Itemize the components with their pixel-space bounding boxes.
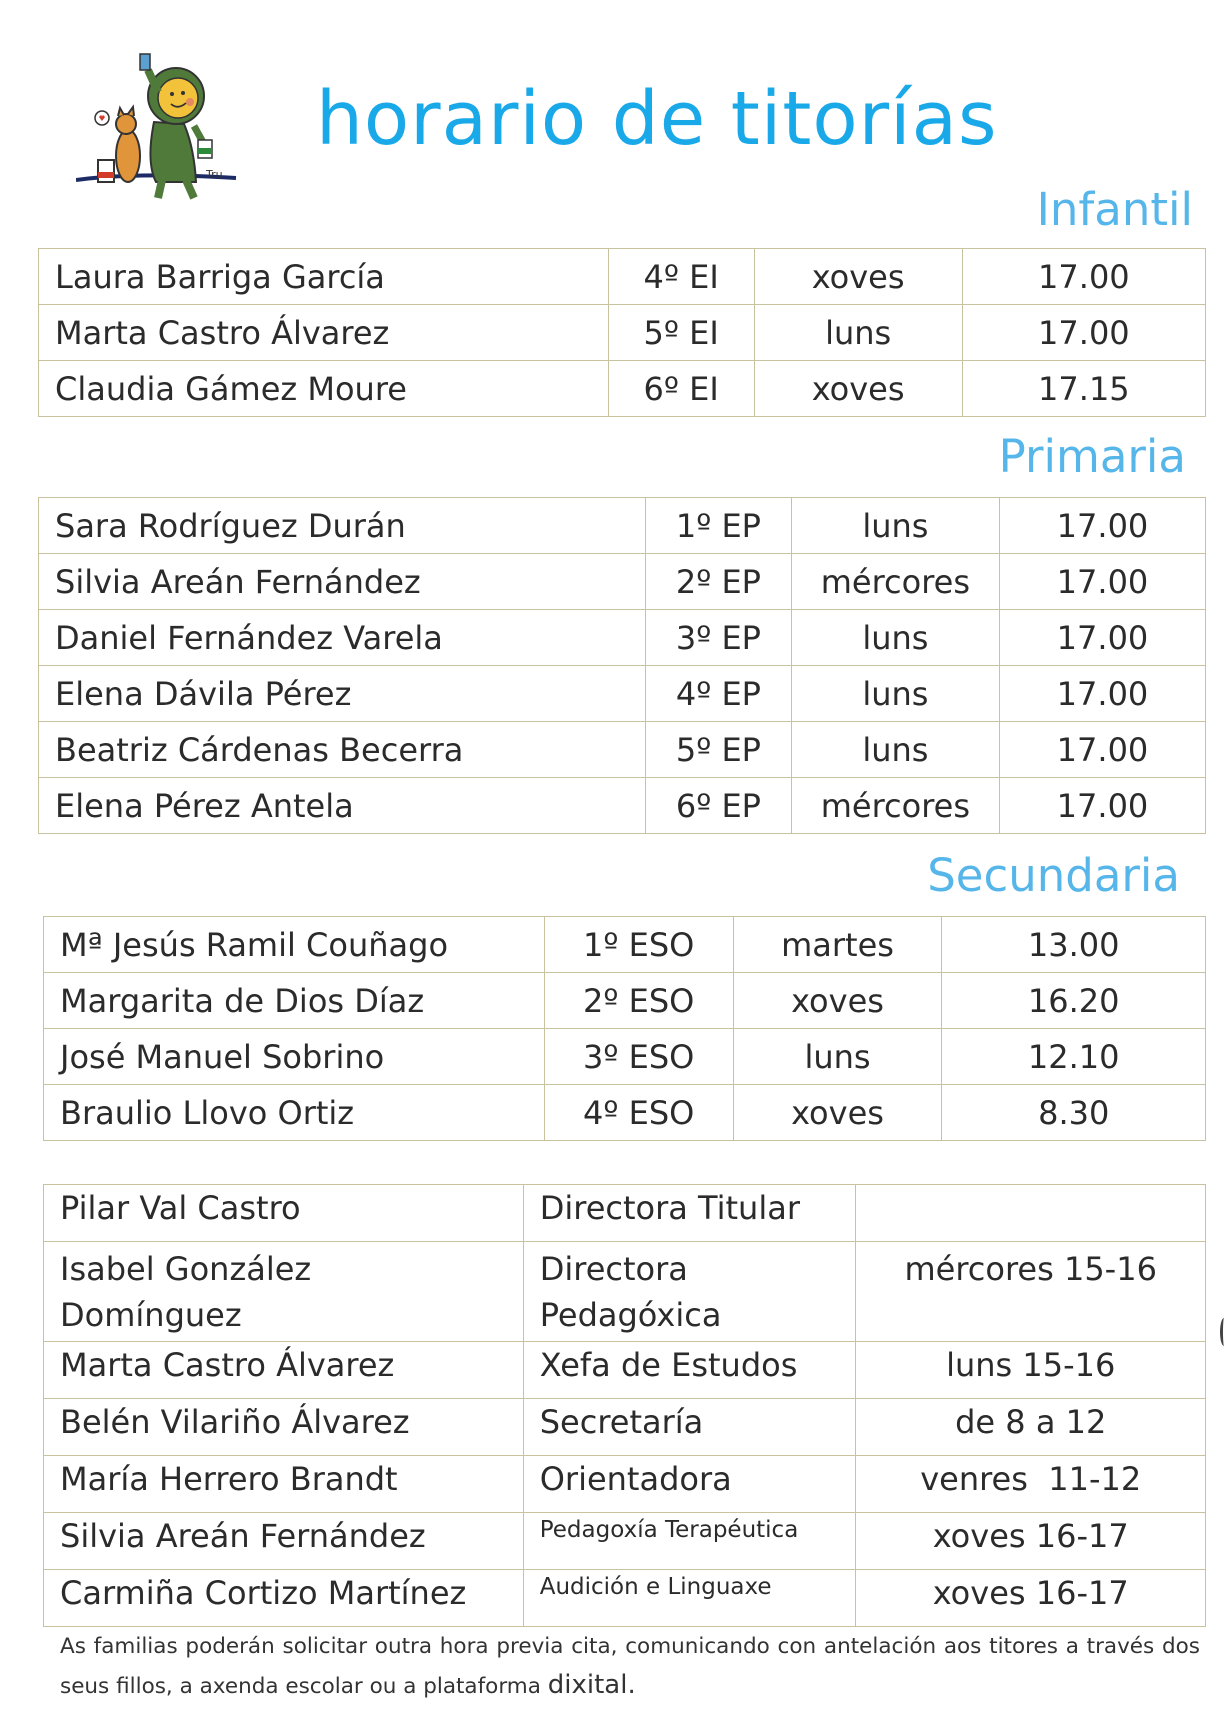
- staff-hours: mércores 15-16: [856, 1242, 1206, 1342]
- footnote-last-word: dixital.: [547, 1670, 636, 1700]
- tutor-name: Daniel Fernández Varela: [39, 610, 646, 666]
- table-row: [44, 1399, 1206, 1456]
- table-row: [39, 361, 1206, 417]
- staff-role-line: Directora: [539, 1250, 688, 1288]
- course: 1º EP: [646, 498, 792, 554]
- course: 5º EP: [646, 722, 792, 778]
- painter-child-logo-icon: [76, 52, 256, 212]
- course: 2º EP: [646, 554, 792, 610]
- staff-role: Xefa de Estudos: [523, 1342, 856, 1399]
- time: 17.00: [999, 666, 1205, 722]
- day: luns: [791, 610, 999, 666]
- staff-hours: xoves 16-17: [856, 1570, 1206, 1627]
- staff-role: Audición e Linguaxe: [523, 1570, 856, 1627]
- time: 13.00: [942, 917, 1206, 973]
- tutor-name: Claudia Gámez Moure: [39, 361, 609, 417]
- table-row: [39, 722, 1206, 778]
- day: xoves: [754, 361, 962, 417]
- table-row: [39, 610, 1206, 666]
- time: 17.00: [999, 554, 1205, 610]
- table-row: [44, 917, 1206, 973]
- table-row: [39, 498, 1206, 554]
- tutor-name: Braulio Llovo Ortiz: [44, 1085, 545, 1141]
- table-row: [44, 973, 1206, 1029]
- day: xoves: [733, 1085, 942, 1141]
- table-row: [44, 1456, 1206, 1513]
- time: 16.20: [942, 973, 1206, 1029]
- page-title: horario de titorías: [316, 76, 998, 162]
- day: luns: [791, 666, 999, 722]
- tutor-name: José Manuel Sobrino: [44, 1029, 545, 1085]
- table-row: [39, 249, 1206, 305]
- day: luns: [733, 1029, 942, 1085]
- staff-name-line: Domínguez: [60, 1296, 242, 1334]
- tutor-name: Sara Rodríguez Durán: [39, 498, 646, 554]
- staff-name: Marta Castro Álvarez: [44, 1342, 524, 1399]
- day: luns: [791, 722, 999, 778]
- time: 17.00: [962, 305, 1205, 361]
- staff-name: Belén Vilariño Álvarez: [44, 1399, 524, 1456]
- staff-hours: [856, 1185, 1206, 1242]
- staff-name: [44, 1242, 524, 1342]
- table-row: [39, 778, 1206, 834]
- table-row: [44, 1029, 1206, 1085]
- day: mércores: [791, 778, 999, 834]
- table-row: [44, 1242, 1206, 1342]
- table-row: [44, 1185, 1206, 1242]
- tutor-name: Beatriz Cárdenas Becerra: [39, 722, 646, 778]
- staff-role: Pedagoxía Terapéutica: [523, 1513, 856, 1570]
- time: 17.00: [999, 610, 1205, 666]
- course: 6º EI: [608, 361, 754, 417]
- time: 17.00: [999, 498, 1205, 554]
- table-row: [39, 666, 1206, 722]
- primaria-table: [38, 497, 1206, 834]
- time: 17.15: [962, 361, 1205, 417]
- table-row: [44, 1570, 1206, 1627]
- table-row: [44, 1342, 1206, 1399]
- staff-role: Secretaría: [523, 1399, 856, 1456]
- tutor-name: Laura Barriga García: [39, 249, 609, 305]
- table-row: [39, 305, 1206, 361]
- staff-name: Pilar Val Castro: [44, 1185, 524, 1242]
- course: 3º EP: [646, 610, 792, 666]
- page-edge-mark: [1220, 1318, 1228, 1346]
- staff-table: [43, 1184, 1206, 1627]
- staff-hours: venres 11-12: [856, 1456, 1206, 1513]
- table-row: [44, 1085, 1206, 1141]
- secundaria-table: [43, 916, 1206, 1141]
- staff-hours: de 8 a 12: [856, 1399, 1206, 1456]
- time: 12.10: [942, 1029, 1206, 1085]
- staff-name: María Herrero Brandt: [44, 1456, 524, 1513]
- day: martes: [733, 917, 942, 973]
- course: 3º ESO: [544, 1029, 733, 1085]
- section-title-secundaria: Secundaria: [927, 849, 1180, 902]
- course: 4º EI: [608, 249, 754, 305]
- course: 4º ESO: [544, 1085, 733, 1141]
- time: 17.00: [999, 722, 1205, 778]
- day: xoves: [754, 249, 962, 305]
- time: 8.30: [942, 1085, 1206, 1141]
- course: 4º EP: [646, 666, 792, 722]
- staff-role-line: Pedagóxica: [539, 1296, 722, 1334]
- staff-hours: xoves 16-17: [856, 1513, 1206, 1570]
- tutor-name: Marta Castro Álvarez: [39, 305, 609, 361]
- tutor-name: Silvia Areán Fernández: [39, 554, 646, 610]
- course: 2º ESO: [544, 973, 733, 1029]
- footnote: [60, 1628, 1200, 1706]
- staff-role: [523, 1242, 856, 1342]
- table-row: [39, 554, 1206, 610]
- tutor-name: Margarita de Dios Díaz: [44, 973, 545, 1029]
- svg-text:Tru: Tru: [206, 168, 223, 181]
- section-title-primaria: Primaria: [998, 430, 1186, 483]
- course: 6º EP: [646, 778, 792, 834]
- day: xoves: [733, 973, 942, 1029]
- staff-name: Carmiña Cortizo Martínez: [44, 1570, 524, 1627]
- staff-role: Directora Titular: [523, 1185, 856, 1242]
- tutor-name: Mª Jesús Ramil Couñago: [44, 917, 545, 973]
- footnote-text: As familias poderán solicitar outra hora previa cita, comunicando con antelación aos titores a través dos seus fillos, a axenda escolar ou a plataforma: [60, 1634, 1200, 1699]
- day: luns: [754, 305, 962, 361]
- time: 17.00: [962, 249, 1205, 305]
- staff-name: Silvia Areán Fernández: [44, 1513, 524, 1570]
- course: 5º EI: [608, 305, 754, 361]
- table-row: [44, 1513, 1206, 1570]
- day: mércores: [791, 554, 999, 610]
- course: 1º ESO: [544, 917, 733, 973]
- staff-name-line: Isabel González: [60, 1250, 312, 1288]
- day: luns: [791, 498, 999, 554]
- tutor-name: Elena Pérez Antela: [39, 778, 646, 834]
- staff-role: Orientadora: [523, 1456, 856, 1513]
- section-title-infantil: Infantil: [1036, 183, 1193, 236]
- infantil-table: [38, 248, 1206, 417]
- tutor-name: Elena Dávila Pérez: [39, 666, 646, 722]
- staff-hours: luns 15-16: [856, 1342, 1206, 1399]
- time: 17.00: [999, 778, 1205, 834]
